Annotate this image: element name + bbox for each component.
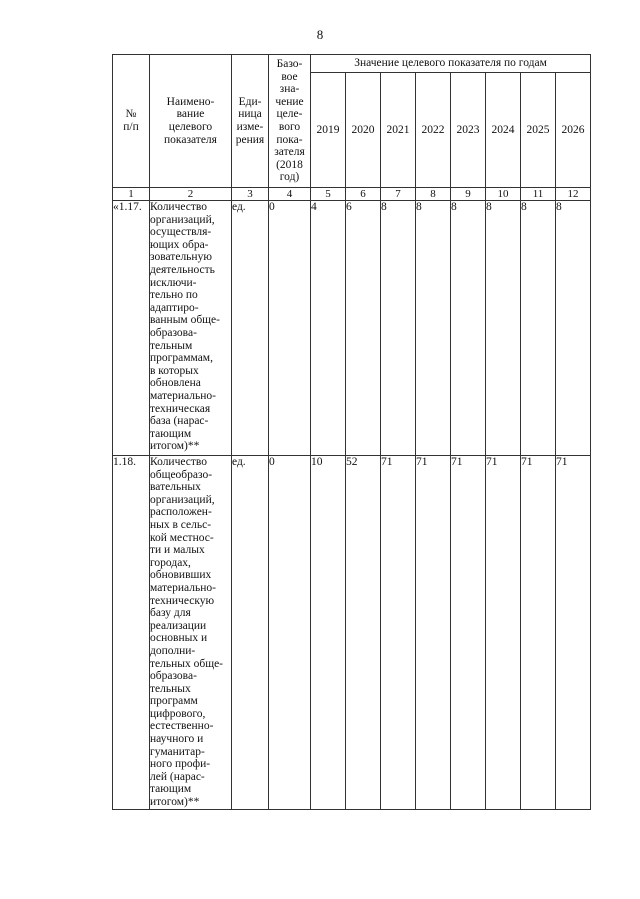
base-value-cell: 0 [269,456,311,810]
indicator-name: Количество общеобразо- вательных организаций, расположен- ных в сельс- кой местнос- ти и малых городах, обновивших материально- техническую базу для реализации основных и дополни- тельных обще- образова- тельных программ цифрового, естественно- научного и гуманитар- ного профи- лей (нарас- тающим итогом)** [150,456,232,810]
indicator-name: Количество организаций, осуществля- ющих обра- зовательную деятельность исключи- тельно по адаптиро- ванным обще- образова- тельным программам, в которых обновлена материально- техническая база (нарас- тающим итогом)** [150,201,232,456]
header-year: 2024 [486,73,521,188]
column-number: 10 [486,188,521,201]
value-cell: 8 [486,201,521,456]
column-number: 7 [381,188,416,201]
header-year: 2022 [416,73,451,188]
value-cell: 71 [416,456,451,810]
header-year: 2026 [556,73,591,188]
target-indicators-table [112,54,591,810]
column-number: 6 [346,188,381,201]
value-cell: 10 [311,456,346,810]
value-cell: 6 [346,201,381,456]
value-cell: 71 [486,456,521,810]
value-cell: 71 [381,456,416,810]
value-cell: 71 [556,456,591,810]
column-number: 11 [521,188,556,201]
value-cell: 8 [521,201,556,456]
column-number: 8 [416,188,451,201]
value-cell: 71 [451,456,486,810]
unit-cell: ед. [232,456,269,810]
row-number: 1.18. [113,456,150,810]
header-name: Наимено- вание целевого показателя [150,55,232,188]
base-value-cell: 0 [269,201,311,456]
header-year: 2019 [311,73,346,188]
header-year: 2023 [451,73,486,188]
value-cell: 71 [521,456,556,810]
column-number: 2 [150,188,232,201]
column-number: 1 [113,188,150,201]
header-unit: Еди- ница изме- рения [232,55,269,188]
value-cell: 4 [311,201,346,456]
header-base: Базо- вое зна- чение целе- вого пока- зателя (2018 год) [269,55,311,188]
column-number: 5 [311,188,346,201]
column-number: 12 [556,188,591,201]
column-number: 9 [451,188,486,201]
page-number: 8 [316,27,324,42]
value-cell: 8 [381,201,416,456]
value-cell: 8 [451,201,486,456]
header-years-group: Значение целевого показателя по годам [311,55,591,73]
unit-cell: ед. [232,201,269,456]
value-cell: 8 [556,201,591,456]
table-row [113,201,591,456]
row-number: «1.17. [113,201,150,456]
header-year: 2020 [346,73,381,188]
column-number: 3 [232,188,269,201]
header-no: № п/п [113,55,150,188]
table-row [113,456,591,810]
column-number: 4 [269,188,311,201]
value-cell: 52 [346,456,381,810]
header-year: 2021 [381,73,416,188]
value-cell: 8 [416,201,451,456]
header-year: 2025 [521,73,556,188]
